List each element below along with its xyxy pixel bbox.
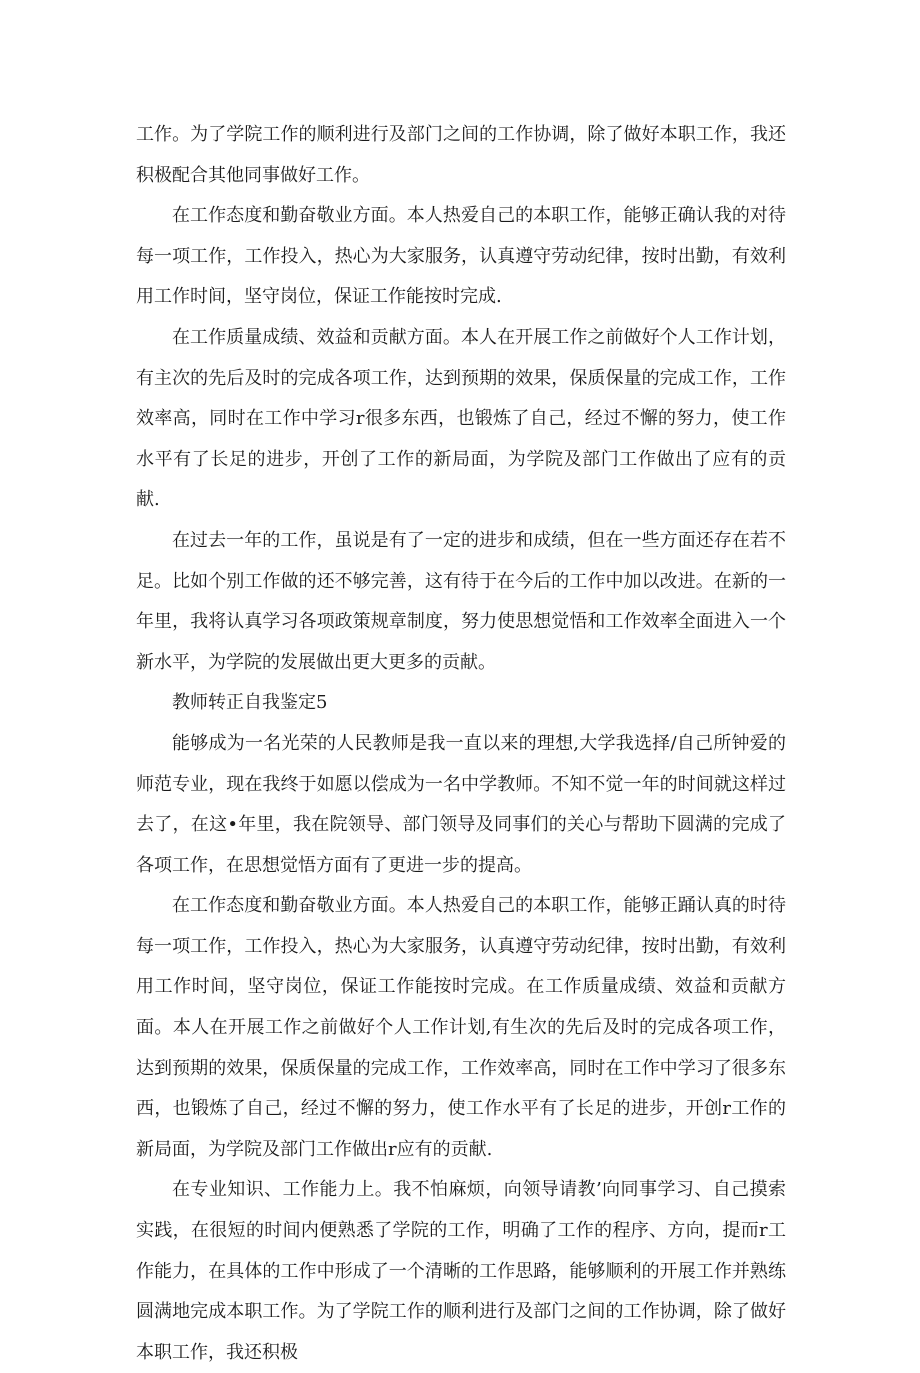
paragraph-past-year: 在过去一年的工作，虽说是有了一定的进步和成绩，但在一些方面还存在若不足。比如个别工作做的还不够完善，这有待于在今后的工作中加以改进。在新的一年里，我将认真学习各项政策规章制度，努力使思想觉悟和工作效率全面进入一个新水平，为学院的发展做出更大更多的贡献。 — [136, 529, 786, 673]
paragraph-intro: 能够成为一名光荣的人民教师是我一直以来的理想,大学我选择/自己所钟爱的师范专业，现在我终于如愿以偿成为一名中学教师。不知不觉一年的时间就这样过去了，在这•年里，我在院领导、部门领导及同事们的关心与帮助下圆满的完成了各项工作，在思想觉悟方面有了更进一步的提高。 — [136, 732, 786, 876]
paragraph-continuation: 工作。为了学院工作的顺利进行及部门之间的工作协调，除了做好本职工作，我还积极配合其他同事做好工作。 — [136, 124, 786, 186]
paragraph-professional-knowledge: 在专业知识、工作能力上。我不怕麻烦，向领导请教’向同事学习、自己摸索实践，在很短的时间内便熟悉了学院的工作，明确了工作的程序、方向，提而r工作能力，在具体的工作中形成了一个清晰的工作思路，能够顺利的开展工作并熟练圆满地完成本职工作。为了学院工作的顺利进行及部门之间的工作协调，除了做好本职工作，我还积极 — [136, 1179, 786, 1363]
section-heading: 教师转正自我鉴定5 — [172, 692, 328, 714]
paragraph-work-quality: 在工作质量成绩、效益和贡献方面。本人在开展工作之前做好个人工作计划，有主次的先后及时的完成各项工作，达到预期的效果，保质保量的完成工作，工作效率高，同时在工作中学习r很多东西，也锻炼了自己，经过不懈的努力，使工作水平有了长足的进步，开创了工作的新局面，为学院及部门工作做出了应有的贡献. — [136, 326, 786, 511]
document-body — [136, 115, 786, 1373]
paragraph-work-attitude-2: 在工作态度和勤奋敬业方面。本人热爱自己的本职工作，能够正踊认真的时待每一项工作，工作投入，热心为大家服务，认真遵守劳动纪律，按时出勤，有效利用工作时间，坚守岗位，保证工作能按时完成。在工作质量成绩、效益和贡献方面。本人在开展工作之前做好个人工作计划,有生次的先后及时的完成各项工作，达到预期的效果，保质保量的完成工作，工作效率高，同时在工作中学习了很多东西，也锻炼了自己，经过不懈的努力，使工作水平有了长足的进步，开创r工作的新局面，为学院及部门工作做出r应有的贡献. — [136, 895, 786, 1160]
paragraph-work-attitude: 在工作态度和勤奋敬业方面。本人热爱自己的本职工作，能够正确认我的对待每一项工作，工作投入，热心为大家服务，认真遵守劳动纪律，按时出勤，有效利用工作时间，坚守岗位，保证工作能按时完成. — [136, 205, 786, 308]
